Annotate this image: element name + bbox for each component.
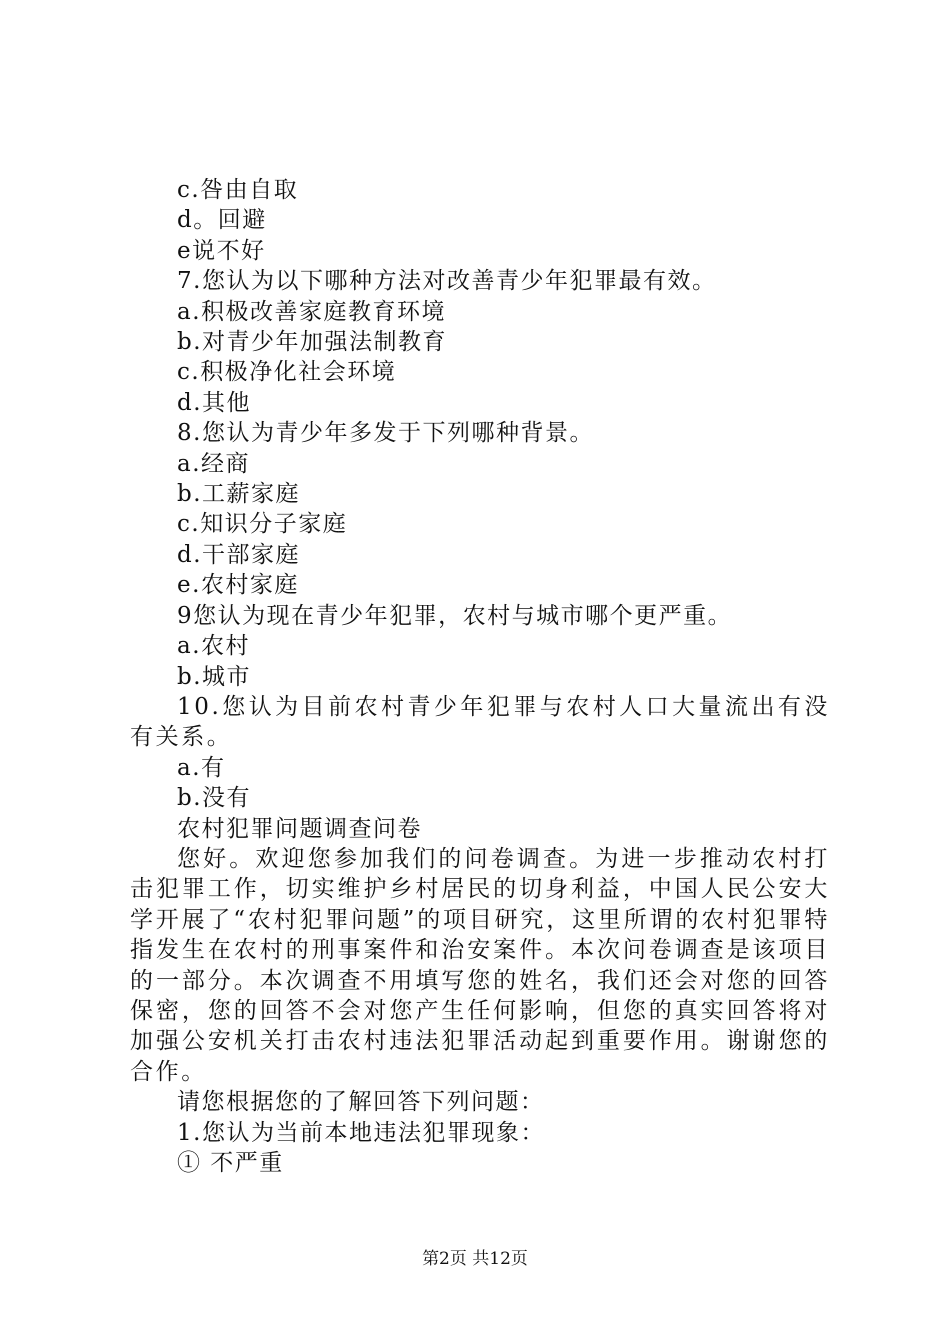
question-8: 8.您认为青少年多发于下列哪种背景。 bbox=[177, 420, 594, 447]
option-a-q7: a.积极改善家庭教育环境 bbox=[177, 298, 447, 325]
option-a-q9: a.农村 bbox=[177, 633, 251, 660]
option-1-q1: ① 不严重 bbox=[177, 1150, 284, 1176]
question-9: 9您认为现在青少年犯罪，农村与城市哪个更严重。 bbox=[177, 602, 733, 629]
option-a-q8: a.经商 bbox=[177, 450, 251, 477]
question-1: 1.您认为当前本地违法犯罪现象： bbox=[177, 1119, 545, 1146]
option-b-q9: b.城市 bbox=[177, 663, 252, 690]
instruction: 请您根据您的了解回答下列问题： bbox=[177, 1089, 545, 1116]
option-a-q10: a.有 bbox=[177, 754, 226, 781]
option-b-q10: b.没有 bbox=[177, 785, 252, 812]
option-d-q8: d.干部家庭 bbox=[177, 541, 301, 568]
option-e-q6: e说不好 bbox=[177, 237, 266, 264]
option-c-q8: c.知识分子家庭 bbox=[177, 511, 348, 538]
option-c-q6: c.咎由自取 bbox=[177, 177, 299, 203]
question-10: 10.您认为目前农村青少年犯罪与农村人口大量流出有没有关系。 bbox=[130, 693, 830, 751]
option-e-q8: e.农村家庭 bbox=[177, 572, 299, 599]
question-7: 7.您认为以下哪种方法对改善青少年犯罪最有效。 bbox=[177, 268, 717, 295]
page-footer: 第2页 共12页 bbox=[422, 1249, 528, 1269]
page-body bbox=[130, 175, 830, 1178]
survey-intro: 您好。欢迎您参加我们的问卷调查。为进一步推动农村打击犯罪工作，切实维护乡村居民的切身利益，中国人民公安大学开展了“农村犯罪问题”的项目研究，这里所谓的农村犯罪特指发生在农村的刑事案件和治安案件。本次问卷调查是该项目的一部分。本次调查不用填写您的姓名，我们还会对您的回答保密，您的回答不会对您产生任何影响，但您的真实回答将对加强公安机关打击农村违法犯罪活动起到重要作用。谢谢您的合作。 bbox=[130, 845, 830, 1085]
option-d-q7: d.其他 bbox=[177, 389, 252, 416]
survey-title: 农村犯罪问题调查问卷 bbox=[177, 815, 422, 842]
option-d-q6: d。回避 bbox=[177, 207, 267, 234]
option-b-q8: b.工薪家庭 bbox=[177, 481, 301, 508]
option-b-q7: b.对青少年加强法制教育 bbox=[177, 329, 448, 356]
option-c-q7: c.积极净化社会环境 bbox=[177, 359, 397, 386]
